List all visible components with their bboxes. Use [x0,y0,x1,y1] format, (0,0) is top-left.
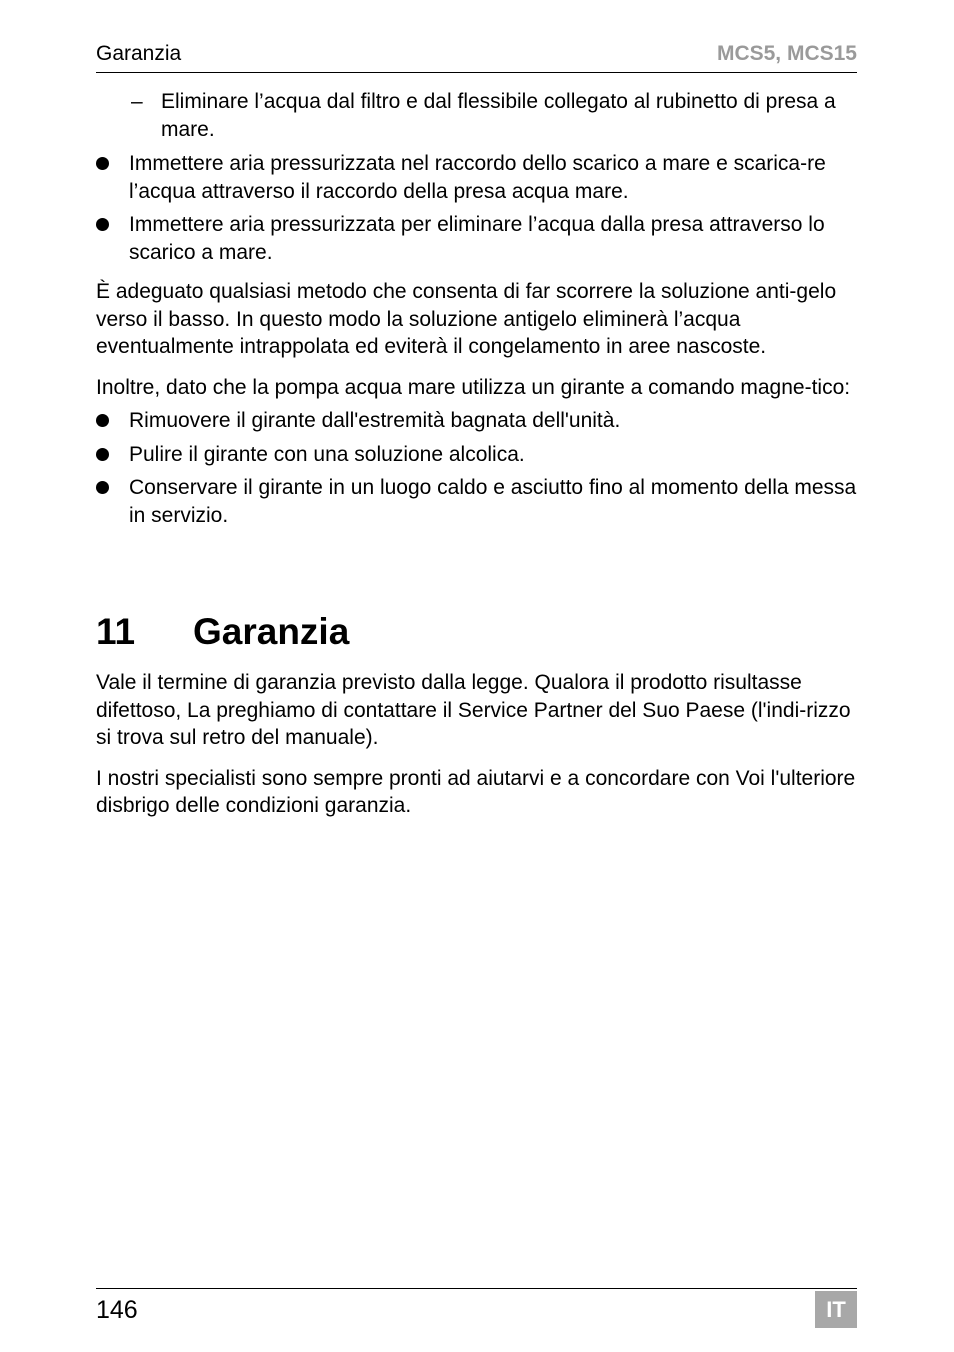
body-paragraph: I nostri specialisti sono sempre pronti ad aiutarvi e a concordare con Voi l'ulteriore disbrigo delle condizioni garanzia. [96,766,856,817]
page-footer [96,1288,857,1329]
bullet-item-text: Rimuovere il girante dall'estremità bagnata dell'unità. [129,409,621,432]
bullet-item-text: Immettere aria pressurizzata per eliminare l’acqua dalla presa attraverso lo scarico a mare. [129,213,825,264]
dash-item-text: Eliminare l’acqua dal filtro e dal flessibile collegato al rubinetto di presa a mare. [161,90,836,141]
section-heading [96,610,349,654]
section-title: Garanzia [193,611,350,652]
bullet-list-item [96,407,857,435]
section-content [96,669,857,833]
bullet-icon [96,414,109,427]
intro-content [96,88,857,535]
dash-marker: – [131,90,143,113]
section-number: 11 [96,611,136,652]
bullet-list-item [96,441,857,469]
page-number: 146 [96,1296,138,1324]
bullet-icon [96,218,109,231]
header-model-name: MCS5, MCS15 [716,42,857,65]
bullet-icon [96,481,109,494]
bullet-icon [96,448,109,461]
header-section-title: Garanzia [96,42,182,65]
body-paragraph: Vale il termine di garanzia previsto dalla legge. Qualora il prodotto risultasse difettoso, La preghiamo di contattare il Service Partner del Suo Paese (l'indi-rizzo si trova sul retro del manuale). [96,671,851,749]
bullet-item-text: Pulire il girante con una soluzione alcolica. [129,442,525,466]
bullet-icon [96,157,109,170]
body-paragraph: È adeguato qualsiasi metodo che consenta di far scorrere la soluzione anti-gelo verso il basso. In questo modo la soluzione antigelo eliminerà l’acqua eventualmente intrappolata ed eviterà il congelamento in aree nascoste. [96,280,837,358]
body-paragraph: Inoltre, dato che la pompa acqua mare utilizza un girante a comando magne-tico: [96,375,851,399]
document-page [96,0,857,1352]
bullet-list-item [96,211,857,266]
bullet-item-text: Immettere aria pressurizzata nel raccordo dello scarico a mare e scarica-re l’acqua attraverso il raccordo della presa acqua mare. [129,152,826,203]
page-header [96,40,857,73]
bullet-list-item [96,474,857,529]
bullet-list-item [96,150,857,205]
dash-list-item [96,88,857,143]
bullet-item-text: Conservare il girante in un luogo caldo e asciutto fino al momento della messa in servizio. [129,476,857,527]
language-badge: IT [815,1291,857,1328]
